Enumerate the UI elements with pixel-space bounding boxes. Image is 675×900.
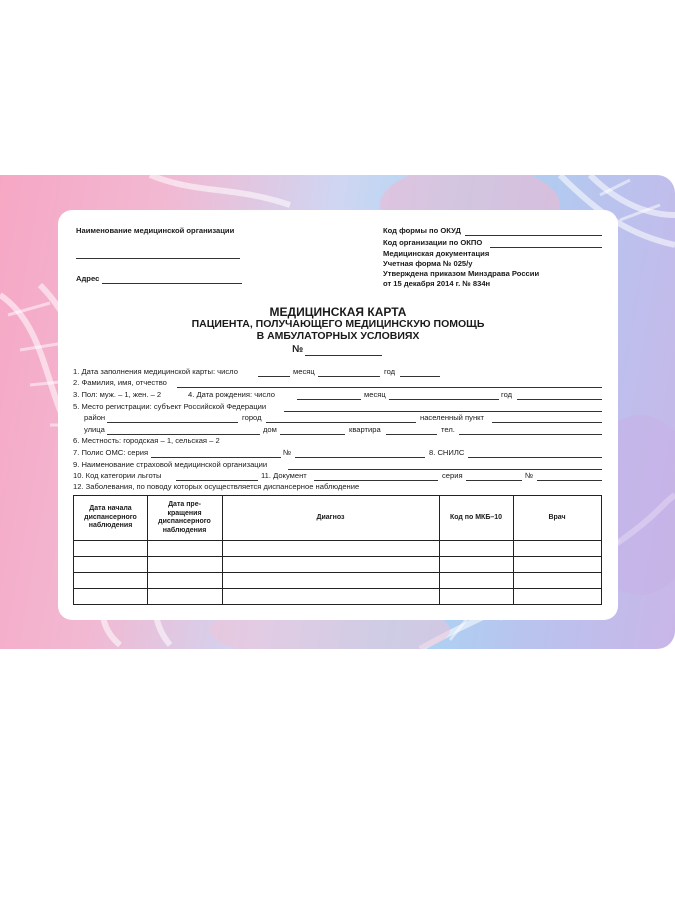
document-number-label: № <box>525 471 534 480</box>
document-series-line[interactable] <box>466 480 522 481</box>
form-subtitle-2: В АМБУЛАТОРНЫХ УСЛОВИЯХ <box>256 330 420 342</box>
document-line[interactable] <box>314 480 438 481</box>
table-row[interactable] <box>74 556 601 572</box>
dispensary-table <box>73 495 602 605</box>
col-header-icd10: Код по МКБ–10 <box>449 513 503 521</box>
col-header-end-date: Дата пре- кращения диспансерного наблюдения <box>158 501 211 534</box>
house-line[interactable] <box>280 434 345 435</box>
sex-label: 3. Пол: муж. – 1, жен. – 2 <box>73 390 162 399</box>
table-row[interactable] <box>74 540 601 556</box>
settlement-line[interactable] <box>492 422 602 423</box>
insurance-line[interactable] <box>288 469 602 470</box>
document-number-line[interactable] <box>537 480 602 481</box>
org-name-label: Наименование медицинской организации <box>76 226 235 235</box>
street-line[interactable] <box>107 434 260 435</box>
phone-line[interactable] <box>459 434 602 435</box>
settlement-label: населенный пункт <box>420 413 485 422</box>
oms-number-label: № <box>283 448 292 457</box>
full-name-line[interactable] <box>177 387 602 388</box>
snils-label: 8. СНИЛС <box>429 448 465 457</box>
okud-line[interactable] <box>465 235 602 236</box>
medical-card-form <box>58 210 618 620</box>
oms-policy-label: 7. Полис ОМС: серия <box>73 448 149 457</box>
birth-year-label: год <box>501 390 513 399</box>
birth-date-label: 4. Дата рождения: число <box>188 390 275 399</box>
registration-label: 5. Место регистрации: субъект Российской Федерации <box>73 402 267 411</box>
address-label: Адрес <box>76 274 100 283</box>
col-header-start-date: Дата начала диспансерного наблюдения <box>84 505 137 530</box>
city-line[interactable] <box>266 422 416 423</box>
fill-date-label: 1. Дата заполнения медицинской карты: число <box>73 367 238 376</box>
address-line[interactable] <box>102 283 242 284</box>
apartment-line[interactable] <box>386 434 437 435</box>
birth-month-label: месяц <box>364 390 386 399</box>
col-header-diagnosis: Диагноз <box>316 513 345 521</box>
org-name-line[interactable] <box>76 258 240 259</box>
oms-series-line[interactable] <box>151 457 281 458</box>
fill-year-line[interactable] <box>400 376 440 377</box>
apartment-label: квартира <box>349 425 381 434</box>
fill-month-label: месяц <box>293 367 315 376</box>
oms-number-line[interactable] <box>295 457 425 458</box>
birth-day-line[interactable] <box>297 399 361 400</box>
table-row[interactable] <box>74 588 601 604</box>
dispensary-label: 12. Заболевания, по поводу которых осуществляется диспансерное наблюдение <box>73 482 360 491</box>
okpo-label: Код организации по ОКПО <box>383 238 483 247</box>
district-label: район <box>84 413 106 422</box>
card-number-line[interactable] <box>305 355 382 356</box>
benefit-code-line[interactable] <box>176 480 258 481</box>
form-subtitle-1: ПАЦИЕНТА, ПОЛУЧАЮЩЕГО МЕДИЦИНСКУЮ ПОМОЩЬ <box>191 318 485 330</box>
insurance-label: 9. Наименование страховой медицинской организации <box>73 460 268 469</box>
approval-date-text: от 15 декабря 2014 г. № 834н <box>383 279 491 288</box>
document-series-label: серия <box>442 471 463 480</box>
house-label: дом <box>263 425 277 434</box>
form-number-text: Учетная форма № 025/у <box>383 259 473 268</box>
district-line[interactable] <box>107 422 238 423</box>
fill-month-line[interactable] <box>318 376 380 377</box>
full-name-label: 2. Фамилия, имя, отчество <box>73 378 167 387</box>
document-label: 11. Документ <box>261 471 307 480</box>
okud-label: Код формы по ОКУД <box>383 226 461 235</box>
birth-year-line[interactable] <box>517 399 602 400</box>
snils-line[interactable] <box>468 457 602 458</box>
city-label: город <box>242 413 262 422</box>
phone-label: тел. <box>441 425 455 434</box>
street-label: улица <box>84 425 105 434</box>
region-line[interactable] <box>284 411 602 412</box>
okpo-line[interactable] <box>490 247 602 248</box>
doc-type-text: Медицинская документация <box>383 249 490 258</box>
table-row[interactable] <box>74 572 601 588</box>
birth-month-line[interactable] <box>389 399 499 400</box>
form-title: МЕДИЦИНСКАЯ КАРТА <box>269 305 407 319</box>
card-number-label: № <box>292 344 304 355</box>
fill-year-label: год <box>384 367 396 376</box>
benefit-code-label: 10. Код категории льготы <box>73 471 162 480</box>
approval-text: Утверждена приказом Минздрава России <box>383 269 540 278</box>
col-header-doctor: Врач <box>548 513 566 521</box>
fill-day-line[interactable] <box>258 376 290 377</box>
locality-label: 6. Местность: городская – 1, сельская – 2 <box>73 436 220 445</box>
